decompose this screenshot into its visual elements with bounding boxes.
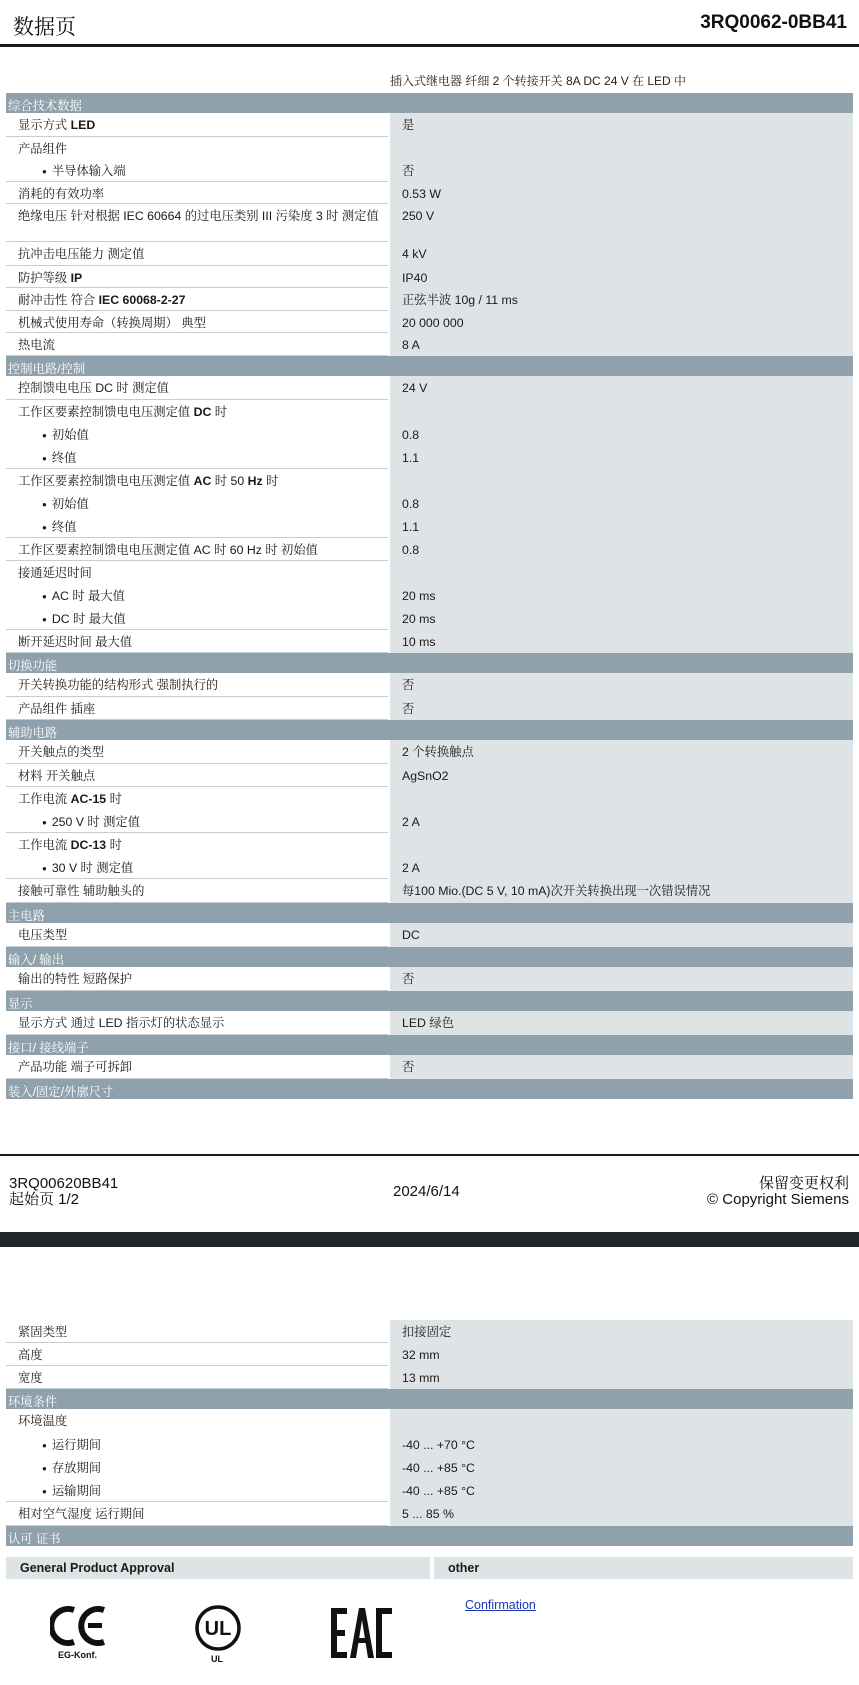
spec-row: 防护等级 IP IP40 — [6, 266, 853, 288]
section-header-terminals: 接口/ 接线端子 — [6, 1035, 853, 1055]
ce-mark-icon — [50, 1604, 110, 1664]
spec-row: 显示方式 LED 是 — [6, 113, 853, 137]
spec-row: ● 终值 1.1 — [6, 446, 853, 469]
section-header-mounting: 装入/固定/外廓尺寸 — [6, 1079, 853, 1099]
footer-rights: 保留变更权利 — [758, 1175, 849, 1192]
section-header-main-circuit: 主电路 — [6, 903, 853, 923]
section-header-display: 显示 — [6, 991, 853, 1011]
spec-row: 热电流 8 A — [6, 333, 853, 356]
confirmation-link[interactable]: Confirmation — [465, 1598, 536, 1612]
section-header-switching: 切换功能 — [6, 653, 853, 673]
section-header-environment: 环境条件 — [6, 1389, 853, 1409]
spec-row: ● AC 时 最大值 20 ms — [6, 584, 853, 607]
spec-row: 工作区要素控制馈电电压测定值 AC 时 60 Hz 时 初始值 0.8 — [6, 538, 853, 561]
spec-row: ● 初始值 0.8 — [6, 492, 853, 515]
spec-row: 开关触点的类型 2 个转换触点 — [6, 740, 853, 764]
general-product-approval-cell: General Product Approval — [6, 1557, 430, 1579]
page-header — [0, 0, 859, 46]
spec-row: 消耗的有效功率 0.53 W — [6, 182, 853, 204]
spec-row: 开关转换功能的结构形式 强制执行的 否 — [6, 673, 853, 697]
document-id: 3RQ0062-0BB41 — [700, 12, 847, 33]
eac-mark-icon — [330, 1606, 392, 1662]
spec-row: 绝缘电压 针对根据 IEC 60664 的过电压类别 III 污染度 3 时 测定值 250 V — [6, 204, 853, 242]
spec-row: 相对空气湿度 运行期间 5 ... 85 % — [6, 1502, 853, 1526]
spec-row: 断开延迟时间 最大值 10 ms — [6, 630, 853, 653]
spec-row: ● 250 V 时 测定值 2 A — [6, 810, 853, 833]
spec-row: ● 运输期间 -40 ... +85 °C — [6, 1479, 853, 1502]
product-description: 插入式继电器 纤细 2 个转接开关 8A DC 24 V 在 LED 中 — [390, 74, 687, 88]
spec-row: ● 30 V 时 测定值 2 A — [6, 856, 853, 879]
section-header-io: 输入/ 输出 — [6, 947, 853, 967]
footer-copyright: © Copyright Siemens — [707, 1191, 849, 1208]
section-header-auxiliary-circuit: 辅助电路 — [6, 720, 853, 740]
spec-row: 接通延迟时间 — [6, 561, 853, 584]
document-title: 数据页 — [13, 16, 76, 39]
spec-row: 紧固类型 扣接固定 — [6, 1320, 853, 1343]
spec-row: 工作区要素控制馈电电压测定值 DC 时 — [6, 400, 853, 423]
spec-row: 工作电流 DC-13 时 — [6, 833, 853, 856]
spec-row: ● 终值 1.1 — [6, 515, 853, 538]
page-separator — [0, 1232, 859, 1247]
page-2-top-margin — [0, 1247, 859, 1307]
footer-right — [707, 1176, 849, 1208]
spec-table-page-2 — [6, 1320, 853, 1546]
footer-page-number: 起始页 1/2 — [9, 1191, 80, 1208]
spec-table-page-1 — [6, 93, 853, 1099]
spec-row: 输出的特性 短路保护 否 — [6, 967, 853, 991]
spec-row: 机械式使用寿命（转换周期） 典型 20 000 000 — [6, 311, 853, 333]
spec-row: 抗冲击电压能力 测定值 4 kV — [6, 242, 853, 266]
header-divider — [0, 44, 859, 47]
spec-row: 耐冲击性 符合 IEC 60068-2-27 正弦半波 10g / 11 ms — [6, 288, 853, 311]
other-approval-cell: other — [434, 1557, 853, 1579]
spec-row: 电压类型 DC — [6, 923, 853, 947]
spec-row: ● 运行期间 -40 ... +70 °C — [6, 1433, 853, 1456]
spec-row: 材料 开关触点 AgSnO2 — [6, 764, 853, 787]
spec-row: 显示方式 通过 LED 指示灯的状态显示 LED 绿色 — [6, 1011, 853, 1035]
spec-row: ● DC 时 最大值 20 ms — [6, 607, 853, 630]
footer-divider — [0, 1154, 859, 1156]
spec-row: 宽度 13 mm — [6, 1366, 853, 1389]
spec-row: 高度 32 mm — [6, 1343, 853, 1366]
spec-row: 环境温度 — [6, 1409, 853, 1433]
section-header-approvals: 认可 证书 — [6, 1526, 853, 1546]
spec-row: ● 半导体输入端 否 — [6, 159, 853, 182]
approvals-header-row — [6, 1557, 853, 1579]
footer-part-number: 3RQ00620BB41 — [9, 1175, 119, 1192]
spec-row: 产品组件 插座 否 — [6, 697, 853, 720]
section-header-control-circuit: 控制电路/控制 — [6, 356, 853, 376]
spec-row: 产品功能 端子可拆卸 否 — [6, 1055, 853, 1079]
section-header-general: 综合技术数据 — [6, 93, 853, 113]
spec-row: 产品组件 — [6, 137, 853, 159]
spec-row: 控制馈电电压 DC 时 测定值 24 V — [6, 376, 853, 400]
footer-left — [9, 1176, 118, 1208]
footer-date: 2024/6/14 — [393, 1183, 460, 1200]
spec-row: 接触可靠性 辅助触头的 每100 Mio.(DC 5 V, 10 mA)次开关转换出现一次错误情况 — [6, 879, 853, 903]
ul-mark-caption: UL — [211, 1654, 223, 1664]
ce-mark-caption: EG-Konf. — [58, 1650, 97, 1660]
spec-row: ● 存放期间 -40 ... +85 °C — [6, 1456, 853, 1479]
spec-row: 工作电流 AC-15 时 — [6, 787, 853, 810]
svg-text:UL: UL — [204, 1618, 232, 1640]
spec-row: 工作区要素控制馈电电压测定值 AC 时 50 Hz 时 — [6, 469, 853, 492]
spec-row: ● 初始值 0.8 — [6, 423, 853, 446]
ul-mark-icon — [194, 1604, 244, 1664]
